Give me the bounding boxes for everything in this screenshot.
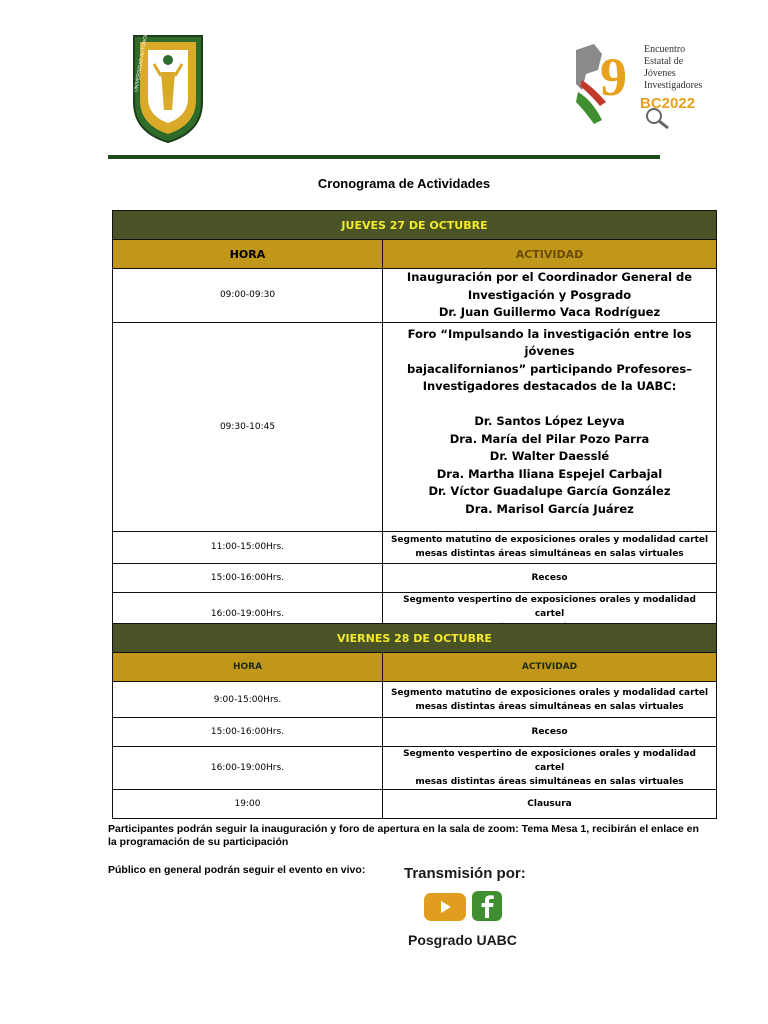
time-cell: 15:00-16:00Hrs. xyxy=(113,718,383,747)
edition-number: 9 xyxy=(600,47,627,107)
activity-cell: Foro “Impulsando la investigación entre los jóvenes bajacalifornianos” participando Profesores– Investigadores destacados de la UABC: Dr. Santos López Leyva Dra. María del Pilar Pozo Parra Dr. Walter Daesslé Dra. Martha Iliana Espejel Carbajal Dr. Víctor Guadalupe García González Dra. Marisol García Juárez xyxy=(383,322,717,531)
zoom-note: Participantes podrán seguir la inauguración y foro de apertura en la sala de zoom: Tema Mesa 1, recibirán el enlace en la programación de su participación xyxy=(108,823,699,848)
svg-text:Investigadores: Investigadores xyxy=(644,80,703,91)
table-row xyxy=(113,682,717,718)
activity-cell: Receso xyxy=(383,718,717,747)
table-row xyxy=(113,718,717,747)
svg-text:Estatal de: Estatal de xyxy=(644,56,684,67)
activity-cell: Segmento matutino de exposiciones orales y modalidad cartel mesas distintas áreas simultáneas en salas virtuales xyxy=(383,531,717,563)
day-heading: VIERNES 28 DE OCTUBRE xyxy=(113,624,717,653)
table-row xyxy=(113,269,717,323)
activity-cell: Segmento vespertino de exposiciones orales y modalidad cartel xyxy=(383,592,717,635)
svg-text:Encuentro: Encuentro xyxy=(644,44,686,55)
time-cell: 15:00-16:00Hrs. xyxy=(113,563,383,592)
svg-text:Jóvenes: Jóvenes xyxy=(644,68,676,79)
column-header-hora: HORA xyxy=(113,240,383,269)
activity-cell: Segmento matutino de exposiciones orales y modalidad cartel mesas distintas áreas simultáneas en salas virtuales xyxy=(383,682,717,718)
time-cell: 16:00-19:00Hrs. xyxy=(113,592,383,635)
day-heading: JUEVES 27 DE OCTUBRE xyxy=(113,211,717,240)
column-header-actividad: ACTIVIDAD xyxy=(383,653,717,682)
live-note: Público en general podrán seguir el evento en vivo: xyxy=(108,864,366,876)
table-row xyxy=(113,563,717,592)
time-cell: 19:00 xyxy=(113,790,383,819)
activity-cell: Clausura xyxy=(383,790,717,819)
header-divider xyxy=(108,155,660,159)
time-cell: 09:00-09:30 xyxy=(113,269,383,323)
page-title: Cronograma de Actividades xyxy=(317,176,491,191)
facebook-icon[interactable] xyxy=(472,891,502,921)
activity-cell: Segmento vespertino de exposiciones orales y modalidad cartel mesas distintas áreas simultáneas en salas virtuales xyxy=(383,747,717,790)
activity-cell: Inauguración por el Coordinador General de Investigación y Posgrado Dr. Juan Guillermo Vaca Rodríguez xyxy=(383,269,717,323)
youtube-icon[interactable] xyxy=(424,893,466,921)
column-header-hora: HORA xyxy=(113,653,383,682)
time-cell: 11:00-15:00Hrs. xyxy=(113,531,383,563)
time-cell: 09:30-10:45 xyxy=(113,322,383,531)
event-logo xyxy=(572,40,712,130)
schedule-table-thursday xyxy=(112,210,717,636)
schedule-table-friday xyxy=(112,623,717,819)
seal-text: UNIVERSIDAD AUTÓNOMA xyxy=(133,32,151,93)
stream-label: Transmisión por: xyxy=(404,865,526,882)
activity-cell: Receso xyxy=(383,563,717,592)
time-cell: 9:00-15:00Hrs. xyxy=(113,682,383,718)
uabc-seal-logo xyxy=(128,32,208,144)
table-row xyxy=(113,322,717,531)
brand-label: Posgrado UABC xyxy=(408,932,517,948)
table-row xyxy=(113,531,717,563)
table-row xyxy=(113,790,717,819)
time-cell: 16:00-19:00Hrs. xyxy=(113,747,383,790)
event-year: BC2022 xyxy=(640,95,696,112)
column-header-actividad: ACTIVIDAD xyxy=(383,240,717,269)
table-row xyxy=(113,747,717,790)
